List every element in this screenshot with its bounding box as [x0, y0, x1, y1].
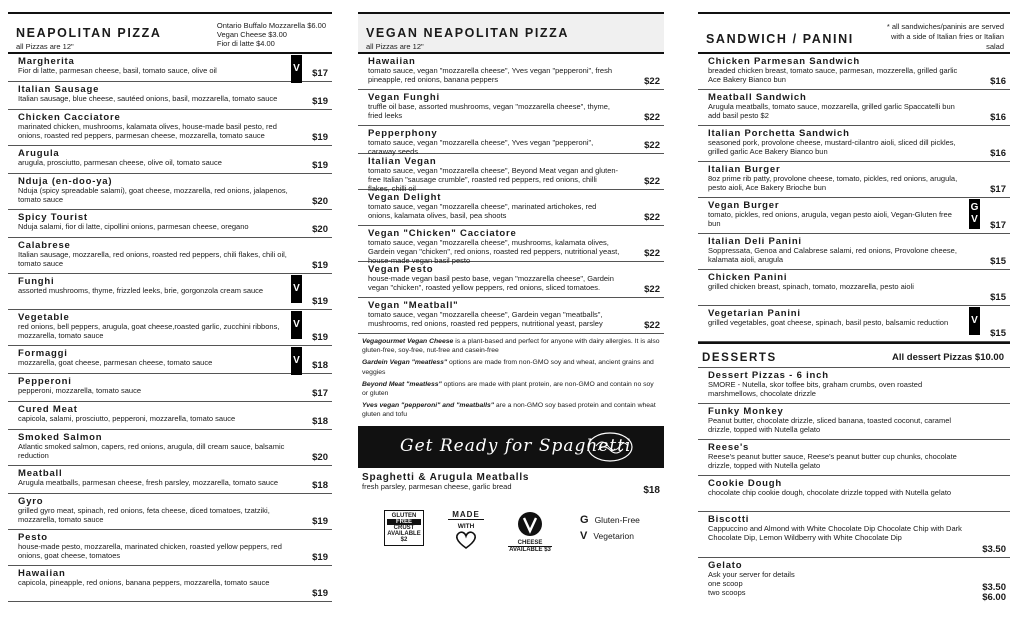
item-price: $19 [312, 160, 328, 171]
vegan-list [358, 54, 664, 334]
item-price: $22 [644, 284, 660, 295]
item-name: Formaggi [18, 348, 68, 359]
stamp-text: MADE [448, 510, 484, 520]
item-desc: tomato sauce, vegan "mozzarella cheese", mushrooms, kalamata olives, Gardein vegan "chicken", red onions, roasted red peppers, nutritional yeast, house-made vegan basil pesto [368, 238, 620, 265]
gelato-item [698, 558, 1010, 604]
item-desc: house-made vegan basil pesto base, vegan "mozzarella cheese", Gardein vegan "chicken", roasted yellow peppers, red onions, sliced tomatoes. [368, 274, 614, 292]
item-desc: house-made pesto, mozzarella, marinated chicken, roasted yellow peppers, red onions, goat cheese, tomatoes [18, 542, 282, 560]
sandwich-title: SANDWICH / PANINI [706, 32, 854, 46]
item-price: $15 [990, 292, 1006, 303]
vegan-header [358, 12, 664, 54]
item-price: $16 [990, 76, 1006, 87]
menu-item [698, 306, 1010, 342]
menu-item [698, 90, 1010, 126]
menu-item [358, 54, 664, 90]
legend-area [358, 510, 664, 580]
note-text: options are made from non-GMO soy and wheat, ancient grains and veggies [362, 359, 654, 376]
menu-item [8, 430, 332, 466]
item-name: Nduja (en-doo-ya) [18, 176, 113, 187]
vegetarian-badge: V [291, 55, 302, 83]
menu-item [358, 126, 664, 154]
sandwich-header [698, 12, 1010, 54]
item-name: Italian Deli Panini [708, 236, 802, 247]
item-desc: marinated chicken, mushrooms, kalamata olives, house-made basil pesto, red onions, roasted red peppers, parmesan cheese, mozzarella, tomato sauce [18, 122, 277, 140]
item-price: $16 [990, 112, 1006, 123]
item-price: $22 [644, 176, 660, 187]
menu-item [698, 368, 1010, 404]
item-name: Funky Monkey [708, 406, 784, 417]
vegan-subtitle: all Pizzas are 12" [366, 42, 424, 51]
neapolitan-subtitle: all Pizzas are 12" [16, 42, 74, 51]
item-desc: Fior di latte, parmesan cheese, basil, tomato sauce, olive oil [18, 66, 217, 75]
item-price: $19 [312, 296, 328, 307]
item-price: $19 [312, 260, 328, 271]
item-price: $20 [312, 224, 328, 235]
item-price: $20 [312, 196, 328, 207]
item-desc: Nduja (spicy spreadable salami), goat cheese, mozzarella, red onions, jalapenos, tomato sauce [18, 186, 288, 204]
item-name: Pepperphony [368, 128, 438, 139]
item-desc: truffle oil base, assorted mushrooms, vegan "mozzarella cheese", thyme, fried leeks [368, 102, 610, 120]
heart-icon [454, 530, 478, 550]
item-price: $22 [644, 76, 660, 87]
item-desc: Italian sausage, blue cheese, sautéed onions, basil, mozzarella, tomato sauce [18, 94, 278, 103]
item-desc: Ask your server for details [708, 570, 795, 579]
menu-item [358, 298, 664, 334]
item-name: Calabrese [18, 240, 71, 251]
vegan-note [362, 401, 660, 419]
item-price: $15 [990, 256, 1006, 267]
vegetarian-badge: V [291, 275, 302, 303]
legend-row [580, 530, 634, 542]
spaghetti-banner [358, 426, 664, 468]
item-desc: Reese's peanut butter sauce, Reese's peanut butter cup chunks, chocolate drizzle, topped with Nutella gelato [708, 452, 957, 470]
sandwich-list [698, 54, 1010, 342]
item-desc: seasoned pork, provolone cheese, mustard-cilantro aioli, sliced dill pickles, grilled garlic Ace Bakery Bianco bun [708, 138, 956, 156]
item-price: $19 [312, 332, 328, 343]
item-price: $17 [990, 220, 1006, 231]
item-desc: grilled chicken breast, spinach, tomato, mozzarella, pesto aioli [708, 282, 914, 291]
menu-item [358, 226, 664, 265]
item-name: Meatball Sandwich [708, 92, 807, 103]
item-price: $18 [312, 360, 328, 371]
item-name: Cookie Dough [708, 478, 782, 489]
item-name: Chicken Parmesan Sandwich [708, 56, 860, 67]
sandwich-section [698, 12, 1010, 604]
item-desc: Italian sausage, mozzarella, red onions, roasted red peppers, chili flakes, chili oil, tomato sauce [18, 250, 287, 268]
menu-item [8, 174, 332, 210]
gluten-free-symbol: G [580, 513, 589, 526]
item-name: Arugula [18, 148, 60, 159]
note-text: is a plant-based and perfect for anyone with dairy allergies. It is also gluten-free, soy-free, nut-free and casein-free [362, 338, 660, 355]
item-price: $22 [644, 320, 660, 331]
menu-item [698, 54, 1010, 90]
item-desc: Cappuccino and Almond with White Chocolate Dip Chocolate Chip with Dark Chocolate Dip, Lemon Wildberry with White Chocolate Dip [708, 524, 962, 542]
item-desc: capicola, pineapple, red onions, banana peppers, mozzarella, tomato sauce [18, 578, 270, 587]
menu-item [8, 346, 332, 374]
item-desc: tomato sauce, vegan "mozzarella cheese", Gardein vegan "meatballs", mushrooms, red onions, roasted red peppers, nutritional yeast, parsley [368, 310, 603, 328]
menu-item [8, 238, 332, 274]
vegan-cheese-stamp [508, 510, 552, 553]
item-price: $15 [990, 328, 1006, 339]
item-price: $20 [312, 452, 328, 463]
neapolitan-list [8, 54, 332, 602]
menu-item [8, 274, 332, 310]
cheese-note-fior: Fior di latte $4.00 [216, 39, 275, 48]
stamp-text: FREE [387, 519, 421, 525]
menu-item [8, 494, 332, 530]
menu-item [698, 270, 1010, 306]
vegan-notes [358, 334, 664, 420]
menu-item [698, 234, 1010, 270]
item-desc: grilled gyro meat, spinach, red onions, feta cheese, diced tomatoes, tzatziki, mozzarella, tomato sauce [18, 506, 270, 524]
menu-item [358, 90, 664, 126]
item-desc: tomato, pickles, red onions, arugula, vegan pesto aioli, Vegan-Gluten free bun [708, 210, 952, 228]
cheese-note-buffalo: Ontario Buffalo Mozzarella $6.00 [216, 21, 326, 30]
item-name: Italian Porchetta Sandwich [708, 128, 850, 139]
vegetarian-badge: V [291, 311, 302, 339]
item-name: Smoked Salmon [18, 432, 103, 443]
item-name: Italian Sausage [18, 84, 100, 95]
menu-item [8, 374, 332, 402]
item-desc: 8oz prime rib patty, provolone cheese, tomato, pickles, red onions, arugula, pesto aioli, Ace Bakery Brioche bun [708, 174, 958, 192]
item-name: Hawaiian [18, 568, 66, 579]
cheese-note-vegan: Vegan Cheese $3.00 [216, 30, 287, 39]
neapolitan-section [8, 12, 332, 602]
note-lead: Yves vegan "pepperoni" and "meatballs" [362, 402, 495, 410]
item-name: Cured Meat [18, 404, 78, 415]
stamp-text: CRUST [393, 524, 415, 531]
vegan-note [362, 358, 660, 376]
neapolitan-header [8, 12, 332, 54]
item-name: Hawaiian [368, 56, 416, 67]
item-price: $19 [312, 132, 328, 143]
item-name: Reese's [708, 442, 750, 453]
item-name: Vegan Delight [368, 192, 442, 203]
item-price: $22 [644, 212, 660, 223]
menu-item [8, 466, 332, 494]
item-name: Spicy Tourist [18, 212, 88, 223]
gelato-price-one: $3.50 [982, 582, 1006, 593]
item-desc: assorted mushrooms, thyme, frizzled leeks, brie, gorgonzola cream sauce [18, 286, 264, 295]
item-name: Vegan Funghi [368, 92, 440, 103]
menu-item [698, 404, 1010, 440]
menu-item [8, 110, 332, 146]
vegan-note [362, 380, 660, 398]
menu-item [8, 210, 332, 238]
item-desc: pepperoni, mozzarella, tomato sauce [18, 386, 141, 395]
item-desc: mozzarella, goat cheese, parmesan cheese, tomato sauce [18, 358, 213, 367]
item-name: Pesto [18, 532, 48, 543]
item-name: Vegetarian Panini [708, 308, 801, 319]
item-price: $17 [312, 388, 328, 399]
item-price: $19 [312, 552, 328, 563]
item-desc: tomato sauce, vegan "mozzarella cheese", marinated artichokes, red onions, kalamata olives, basil, pea shoots [368, 202, 597, 220]
menu-item [8, 310, 332, 346]
vegan-section [358, 12, 664, 580]
item-desc: fresh parsley, parmesan cheese, garlic bread [362, 481, 512, 491]
item-desc: breaded chicken breast, tomato sauce, parmesan, mozzerella, grilled garlic Ace Bakery Bianco bun [708, 66, 958, 84]
note-text: are a non-GMO soy based protein and contain wheat gluten and tofu [362, 402, 656, 419]
vegetarian-symbol: V [580, 529, 588, 542]
item-desc: Soppressata, Genoa and Calabrese salami, red onions, Provolone cheese, kalamata aioli, arugula [708, 246, 957, 264]
menu-item [698, 126, 1010, 162]
item-desc: Peanut butter, chocolate drizzle, sliced banana, toasted coconut, caramel drizzle, topped with Nutella gelato [708, 416, 952, 434]
item-price: $18 [312, 480, 328, 491]
item-price: $18 [643, 484, 660, 496]
item-name: Gelato [708, 560, 743, 571]
item-price: $19 [312, 588, 328, 599]
item-desc: Nduja salami, fior di latte, cipollini onions, parmesan cheese, oregano [18, 222, 249, 231]
item-name: Meatball [18, 468, 63, 479]
item-name: Vegan Burger [708, 200, 780, 211]
item-desc: red onions, bell peppers, arugula, goat cheese,roasted garlic, zucchini ribbons, mozzarella, tomato sauce [18, 322, 280, 340]
item-desc: capicola, salami, prosciutto, pepperoni, mozzarella, tomato sauce [18, 414, 236, 423]
menu-item [8, 566, 332, 602]
stamp-text: CHEESE [517, 539, 543, 546]
gluten-free-vegan-badge: G V [969, 199, 980, 229]
note-lead: Beyond Meat "meatless" [362, 380, 442, 388]
menu-item [8, 146, 332, 174]
made-with-love-stamp [448, 510, 484, 552]
vegan-v-icon [516, 510, 544, 538]
item-name: Vegan "Meatball" [368, 300, 459, 311]
item-desc: chocolate chip cookie dough, chocolate drizzle topped with Nutella gelato [708, 488, 952, 497]
stamp-text: AVAILABLE $3 [509, 546, 551, 553]
menu-item [358, 190, 664, 226]
menu-item [698, 440, 1010, 476]
menu-item [358, 154, 664, 193]
desserts-note: All dessert Pizzas $10.00 [892, 352, 1004, 363]
item-name: Chicken Panini [708, 272, 788, 283]
item-desc: grilled vegetables, goat cheese, spinach, basil pesto, balsamic reduction [708, 318, 949, 327]
item-desc: tomato sauce, vegan "mozzarella cheese", Yves vegan "pepperoni", fresh pineapple, red onions, banana peppers [368, 66, 612, 84]
item-price: $22 [644, 248, 660, 259]
legend-label: Vegetarion [593, 530, 634, 541]
item-name: Vegan "Chicken" Cacciatore [368, 228, 517, 239]
item-name: Funghi [18, 276, 55, 287]
item-desc: one scoop [708, 578, 743, 588]
item-name: Margherita [18, 56, 75, 67]
spaghetti-item [358, 468, 664, 502]
note-text: options are made with plant protein, are non-GMO and contain no soy or gluten [362, 380, 654, 398]
item-name: Pepperoni [18, 376, 72, 387]
note-lead: Vegagourmet Vegan Cheese [362, 338, 454, 345]
menu-item [698, 512, 1010, 558]
gelato-prices [982, 583, 1006, 602]
desserts-title: DESSERTS [702, 352, 777, 364]
menu-item [698, 476, 1010, 512]
stamp-text: WITH [457, 522, 475, 530]
item-price: $19 [312, 516, 328, 527]
item-price: $18 [312, 416, 328, 427]
cheese-upgrade-note [217, 21, 326, 48]
banner-text: Get Ready for Spaghetti [400, 435, 632, 456]
item-desc: tomato sauce, vegan "mozzarella cheese", Beyond Meat vegan and gluten-free Italian "sausage crumble", roasted red peppers, red onions, chilli flakes, chilli oil [368, 166, 619, 193]
item-desc: SMORE - Nutella, skor toffee bits, graham crumbs, oven roasted marshmellows, chocolate drizzle [708, 380, 923, 398]
item-name: Chicken Cacciatore [18, 112, 121, 123]
legend-row [580, 514, 640, 526]
item-price: $17 [990, 184, 1006, 195]
item-name: Vegetable [18, 312, 70, 323]
item-price: $22 [644, 112, 660, 123]
neapolitan-title: NEAPOLITAN PIZZA [16, 26, 162, 40]
menu-item [8, 82, 332, 110]
menu-item [8, 530, 332, 566]
gelato-price-two: $6.00 [982, 591, 1006, 603]
item-desc: Arugula meatballs, tomato sauce, mozzarella, grilled garlic Spaccatelli bun add basil pesto $2 [708, 102, 955, 120]
desserts-header [698, 342, 1010, 368]
item-name: Vegan Pesto [368, 264, 434, 275]
legend-label: Gluten-Free [594, 514, 640, 525]
item-price: $17 [312, 68, 328, 79]
item-desc: tomato sauce, vegan "mozzarella cheese", Yves vegan "pepperoni", caraway seeds [368, 138, 594, 156]
gluten-free-stamp [384, 510, 424, 546]
vegetarian-badge: V [291, 347, 302, 375]
menu-item [8, 54, 332, 82]
stamp-text: AVAILABLE $2 [387, 530, 421, 543]
item-name: Biscotti [708, 514, 750, 525]
item-name: Dessert Pizzas - 6 inch [708, 370, 829, 381]
vegetarian-badge: V [969, 307, 980, 335]
menu-item [698, 198, 1010, 234]
menu-item [358, 262, 664, 298]
item-name: Spaghetti & Arugula Meatballs [362, 471, 530, 483]
item-desc: arugula, prosciutto, parmesan cheese, olive oil, tomato sauce [18, 158, 222, 167]
menu-item [698, 162, 1010, 198]
vegan-title: VEGAN NEAPOLITAN PIZZA [366, 26, 570, 40]
item-desc: two scoops [708, 587, 746, 597]
item-name: Italian Burger [708, 164, 781, 175]
stamp-text: GLUTEN [391, 512, 417, 519]
item-price: $19 [312, 96, 328, 107]
item-price: $22 [644, 140, 660, 151]
item-price: $3.50 [982, 544, 1006, 555]
menu-item [8, 402, 332, 430]
dessert-list [698, 368, 1010, 558]
sandwich-note: * all sandwiches/paninis are served with a side of Italian fries or Italian salad [886, 22, 1004, 51]
item-price: $16 [990, 148, 1006, 159]
item-desc: Atlantic smoked salmon, capers, red onions, arugula, dill cream sauce, balsamic reduction [18, 442, 285, 460]
item-name: Italian Vegan [368, 156, 437, 167]
vegan-note [362, 337, 660, 355]
item-desc: Arugula meatballs, parmesan cheese, fresh parsley, mozzarella, tomato sauce [18, 478, 278, 487]
item-name: Gyro [18, 496, 44, 507]
note-lead: Gardein Vegan "meatless" [362, 359, 448, 367]
